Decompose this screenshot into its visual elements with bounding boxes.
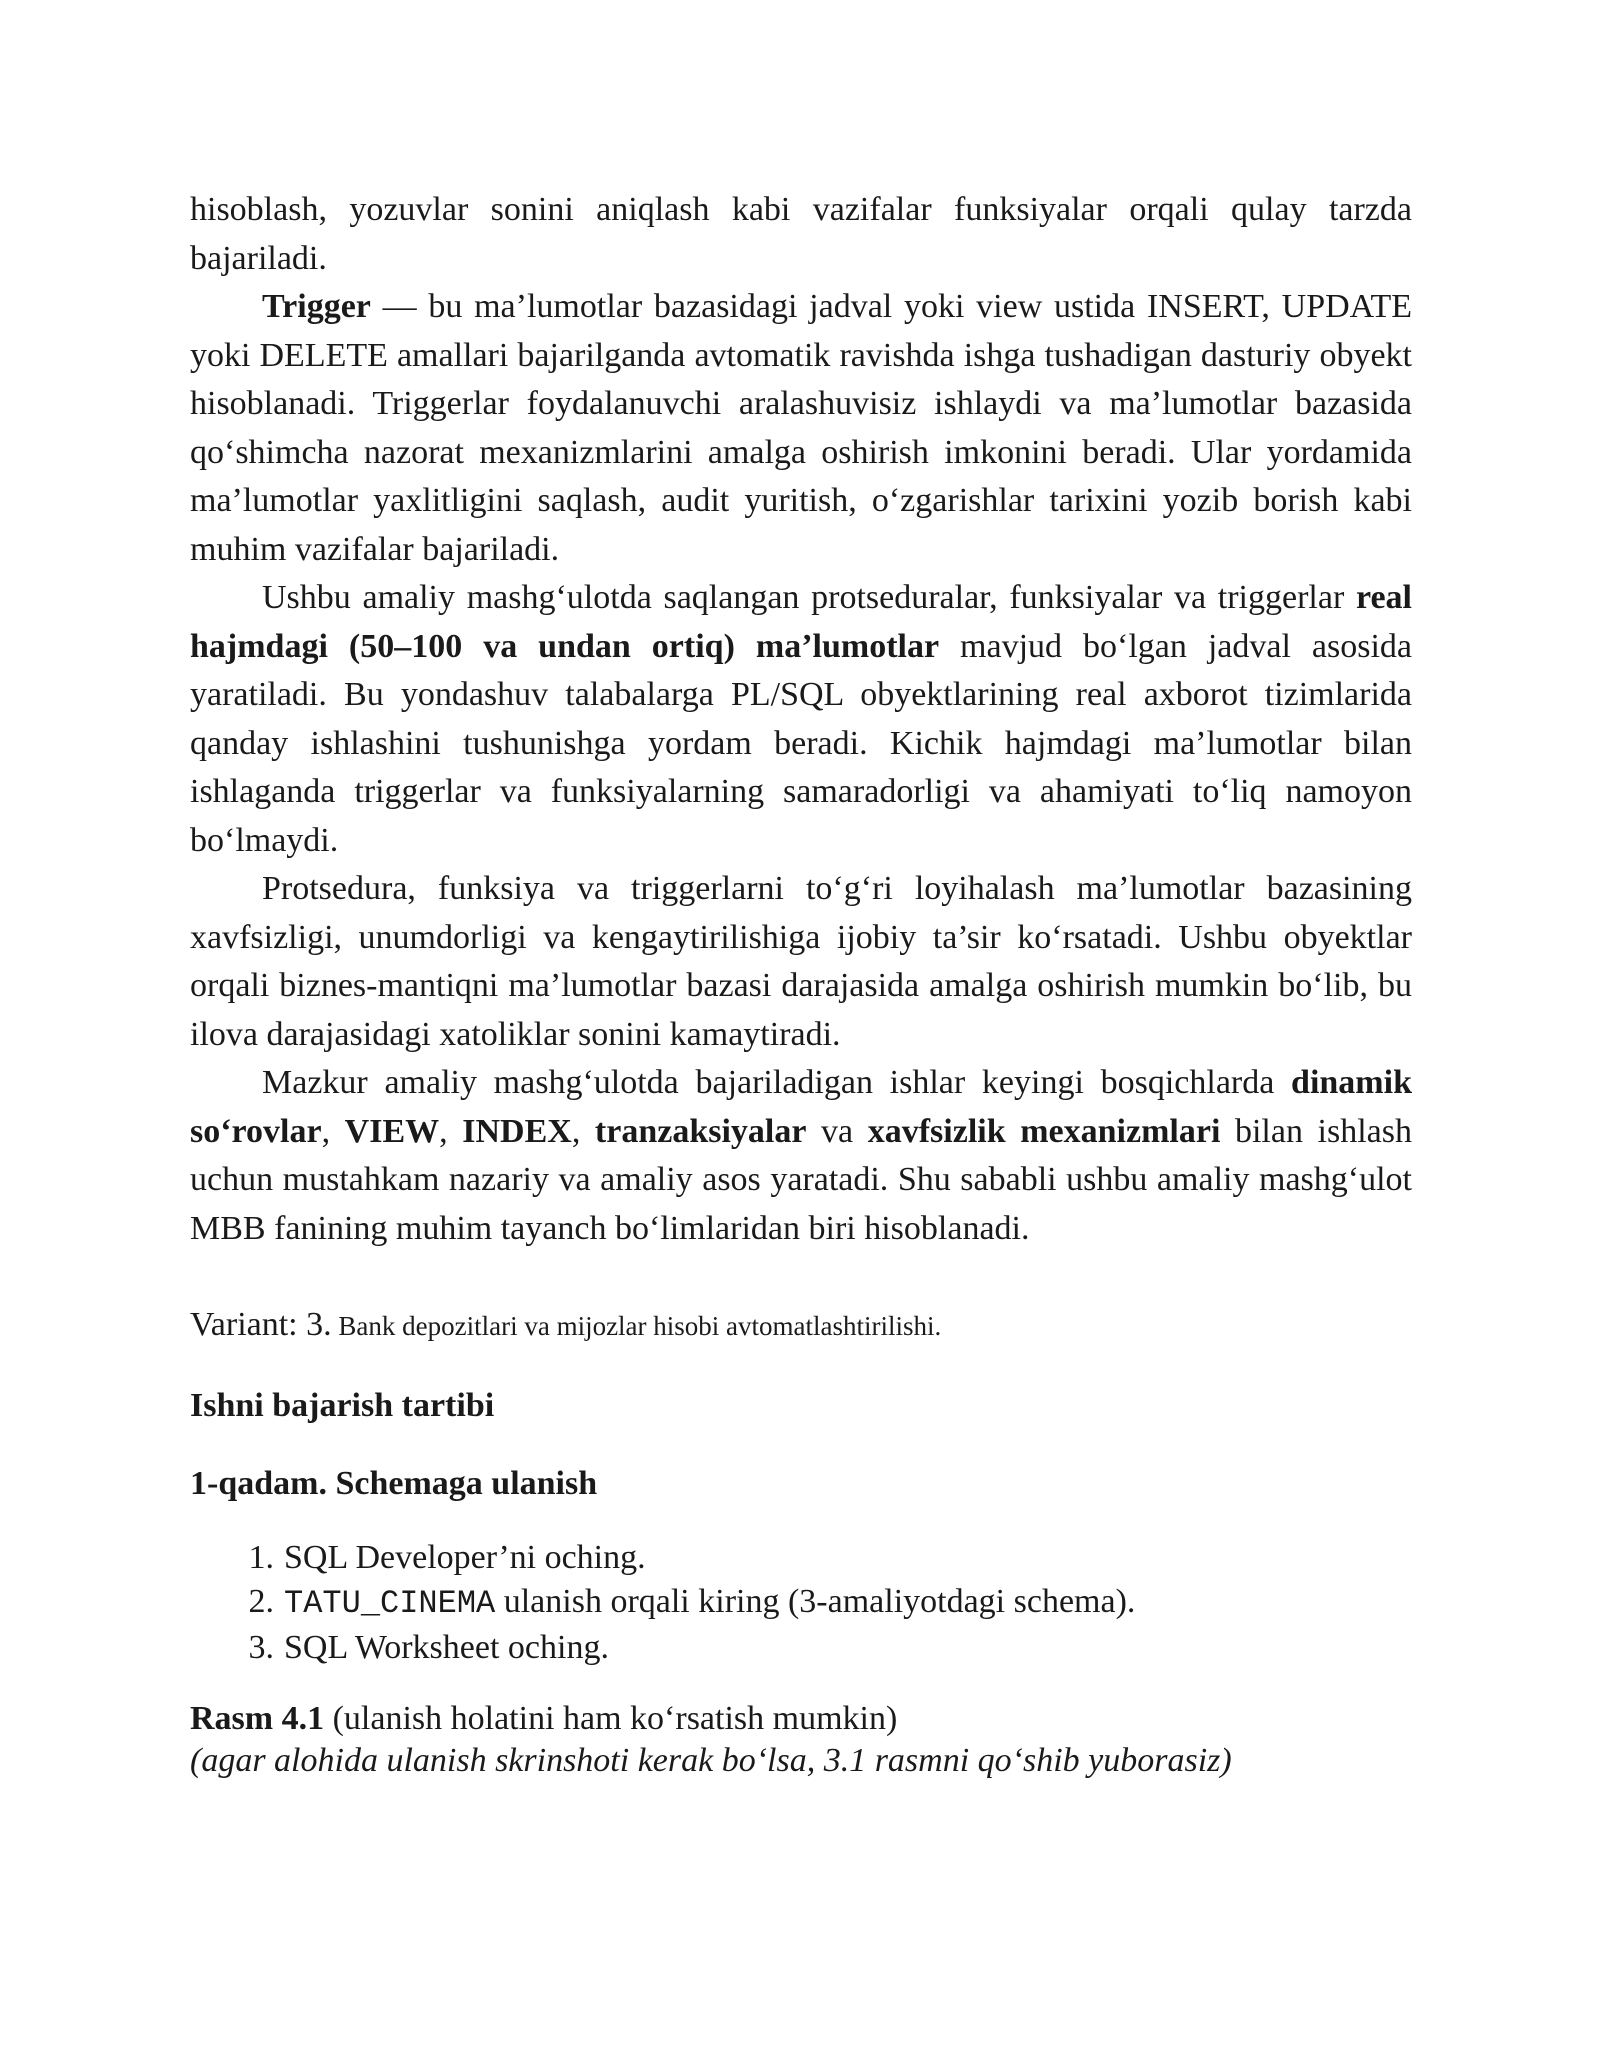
term-index: INDEX: [462, 1112, 572, 1150]
paragraph-text: hisoblash, yozuvlar sonini aniqlash kabi vazifalar funksiyalar orqali qulay tarzda bajariladi.: [190, 191, 1412, 277]
separator: ,: [321, 1112, 345, 1150]
paragraph-text: Protsedura, funksiya va triggerlarni to‘g‘ri loyihalash ma’lumotlar bazasining xavfsizligi, unumdorligi va kengaytirilishiga ijobiy ta’sir ko‘rsatadi. Ushbu obyektlar orqali biznes-mantiqni ma’lumotlar bazasi darajasida amalga oshirish mumkin bo‘lib, bu ilova darajasidagi xatoliklar sonini kamaytiradi.: [190, 870, 1412, 1053]
variant-label: Variant: 3.: [190, 1306, 332, 1343]
list-item: [190, 1580, 1412, 1626]
variant-line: [190, 1301, 1412, 1350]
paragraph-text: Mazkur amaliy mashg‘ulotda bajariladigan ishlar keyingi bosqichlarda: [262, 1064, 1292, 1101]
list-number: 3.: [248, 1629, 274, 1666]
paragraph-design-benefits: [190, 865, 1412, 1059]
caption-line: [190, 1698, 1412, 1740]
paragraph-text: Ushbu amaliy mashg‘ulotda saqlangan protseduralar, funksiyalar va triggerlar: [262, 579, 1356, 616]
paragraph-text: bilan ishlash uchun mustahkam nazariy va amaliy asos yaratadi. Shu sababli ushbu amaliy mashg‘ulot MBB fanining muhim tayanch bo‘limlaridan biri hisoblanadi.: [190, 1112, 1413, 1247]
list-number: 1.: [248, 1539, 274, 1576]
emphasis-real-data: real hajmdagi (50–100 va undan ortiq) ma’lumotlar: [190, 579, 1412, 665]
caption-note: (agar alohida ulanish skrinshoti kerak bo‘lsa, 3.1 rasmni qo‘shib yuborasiz): [190, 1742, 1232, 1779]
document-page: [190, 186, 1412, 1782]
list-item: [190, 1536, 1412, 1580]
separator: ,: [571, 1112, 595, 1150]
figure-caption: [190, 1698, 1412, 1782]
paragraph-trigger-definition: [190, 283, 1412, 574]
list-number: 2.: [248, 1583, 274, 1620]
term-security-mechanisms: xavfsizlik mexanizmlari: [867, 1112, 1221, 1150]
list-item-text: SQL Developer’ni oching.: [284, 1539, 646, 1576]
variant-title: Bank depozitlari va mijozlar hisobi avtomatlashtirilishi.: [331, 1311, 942, 1341]
caption-label: Rasm 4.1: [190, 1700, 325, 1737]
paragraph-text: — bu ma’lumotlar bazasidagi jadval yoki view ustida INSERT, UPDATE yoki DELETE amallari bajarilganda avtomatik ravishda ishga tushadigan dasturiy obyekt hisoblanadi. Triggerlar foydalanuvchi aralashuvisiz ishlaydi va ma’lumotlar bazasida qo‘shimcha nazorat mexanizmlarini amalga oshirish imkonini beradi. Ular yordamida ma’lumotlar yaxlitligini saqlash, audit yuritish, o‘zgarishlar tarixini yozib borish kabi muhim vazifalar bajariladi.: [190, 288, 1412, 568]
list-item-text: ulanish orqali kiring (3-amaliyotdagi schema).: [495, 1583, 1136, 1620]
term-view: VIEW: [344, 1112, 440, 1150]
term-trigger: Trigger: [262, 288, 371, 325]
connection-name-code: TATU_CINEMA: [284, 1585, 496, 1622]
heading-procedure: Ishni bajarish tartibi: [190, 1387, 495, 1424]
paragraph-functions-continued: [190, 186, 1412, 283]
list-item: [190, 1626, 1412, 1670]
list-item-text: SQL Worksheet oching.: [284, 1629, 609, 1666]
paragraph-text: mavjud bo‘lgan jadval asosida yaratiladi. Bu yondashuv talabalarga PL/SQL obyektlarining real axborot tizimlarida qanday ishlashini tushunishga yordam beradi. Kichik hajmdagi ma’lumotlar bilan ishlaganda triggerlar va funksiyalarning samaradorligi va ahamiyati to‘liq namoyon bo‘lmaydi.: [190, 627, 1413, 859]
term-dynamic-queries: dinamik so‘rovlar: [190, 1064, 1412, 1150]
caption-text: (ulanish holatini ham ko‘rsatish mumkin): [324, 1700, 898, 1737]
separator: va: [806, 1112, 868, 1150]
separator: ,: [439, 1112, 463, 1150]
steps-list: [190, 1536, 1412, 1670]
paragraph-real-data: [190, 574, 1412, 865]
heading-step-1: 1-qadam. Schemaga ulanish: [190, 1465, 598, 1502]
paragraph-next-stages: [190, 1059, 1412, 1253]
term-transactions: tranzaksiyalar: [594, 1112, 807, 1150]
